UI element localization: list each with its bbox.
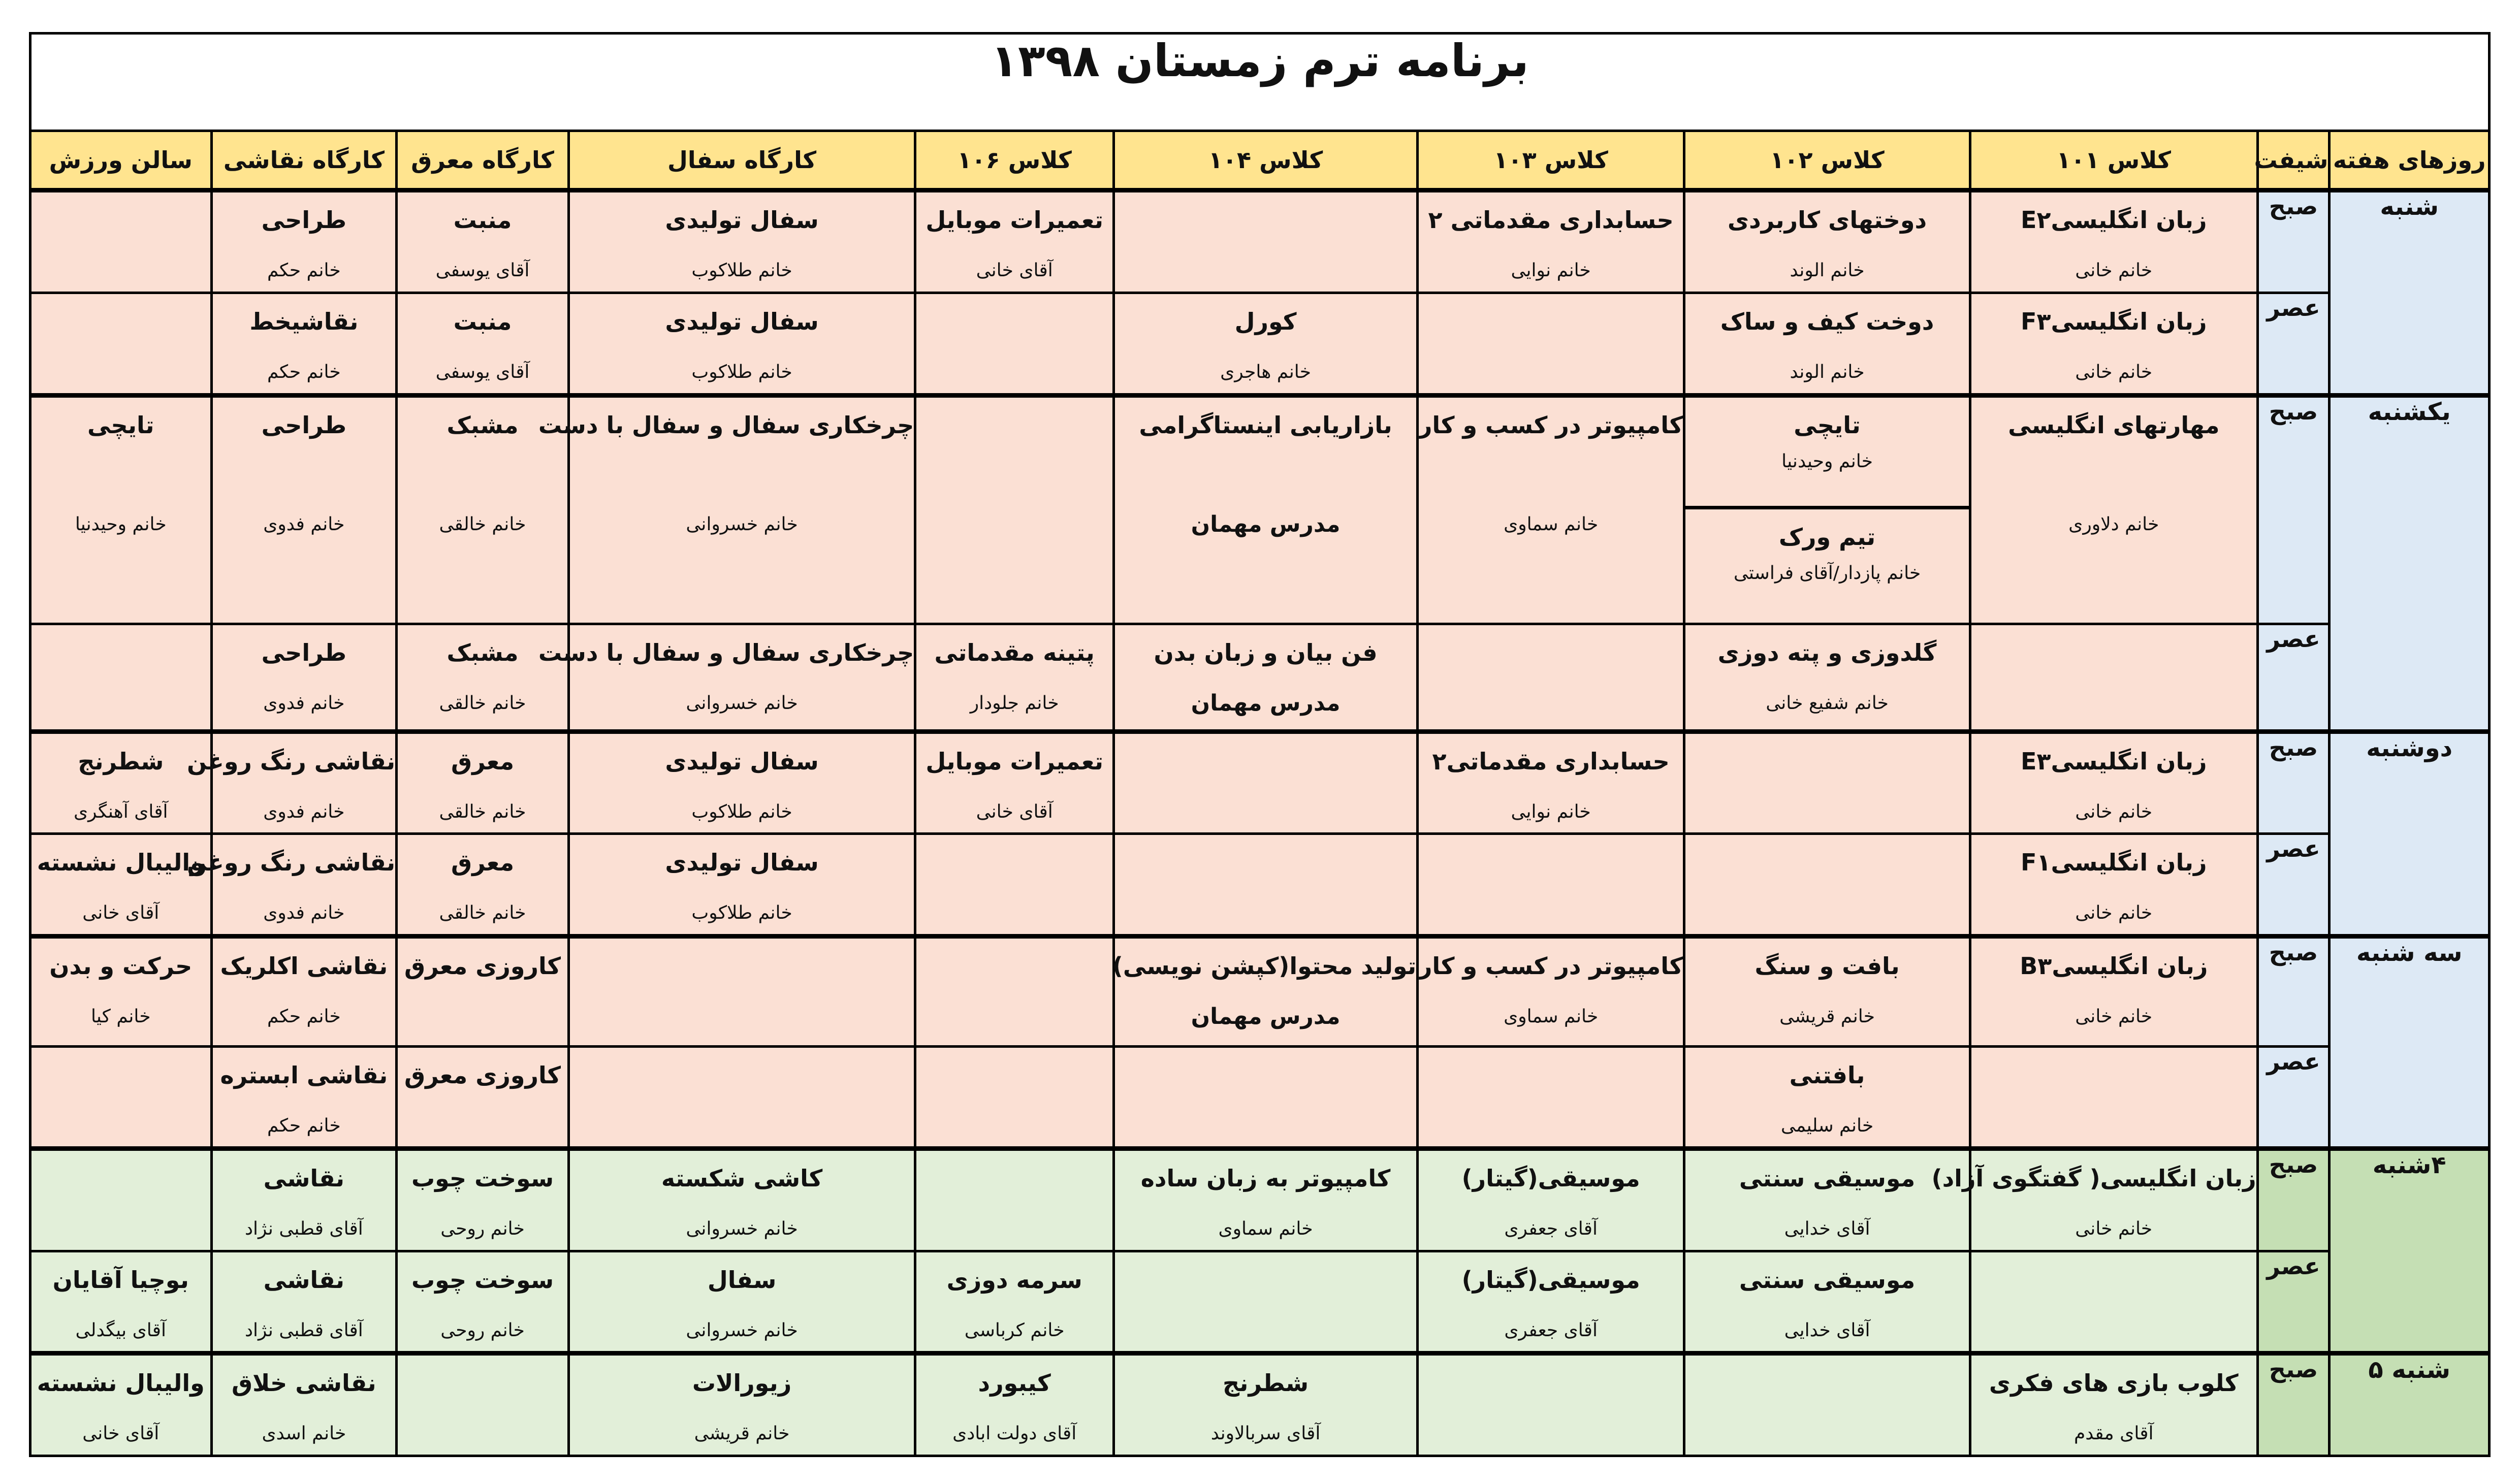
teacher-name: آقای خدایی [1784, 1218, 1870, 1240]
class-cell [30, 1149, 212, 1251]
column-header: کارگاه سفال [568, 131, 915, 190]
teacher-name: خانم طلاکوب [691, 362, 792, 382]
teacher-name: خانم روحی [440, 1218, 525, 1240]
course-name: نقاشی ابستره [220, 1061, 388, 1089]
class-cell [397, 1251, 569, 1353]
teacher-name: خانم خانی [2075, 1218, 2153, 1240]
teacher-name: خانم خسروانی [686, 1218, 798, 1240]
weekday-label: سه شنبه [2330, 936, 2490, 1148]
teacher-name: خانم خالقی [439, 693, 526, 714]
weekday-label: شنبه ۵ [2330, 1353, 2490, 1456]
class-cell [1418, 190, 1684, 293]
teacher-name: خانم سماوی [1218, 1218, 1313, 1240]
column-header: کلاس ۱۰۱ [1970, 131, 2257, 190]
class-cell [1418, 731, 1684, 834]
class-cell [397, 1046, 569, 1149]
teacher-name: خانم حکم [267, 1006, 341, 1027]
class-cell [30, 1353, 212, 1456]
class-cell [915, 1046, 1114, 1149]
teacher-name: خانم سماوی [1504, 1006, 1599, 1027]
course-name: سفال تولیدی [665, 849, 819, 877]
course-name: کلوب بازی های فکری [1989, 1369, 2239, 1397]
class-cell [30, 190, 212, 293]
class-cell [30, 731, 212, 834]
teacher-name: خانم طلاکوب [691, 801, 792, 822]
class-cell [211, 1251, 397, 1353]
class-cell [397, 1353, 569, 1456]
teacher-name: خانم قریشی [1779, 1006, 1875, 1027]
class-cell [915, 624, 1114, 732]
course-name: کامپیوتر به زبان ساده [1140, 1165, 1391, 1192]
class-cell [1970, 834, 2257, 937]
class-cell [397, 834, 569, 937]
teacher-name: خانم خسروانی [686, 1319, 798, 1341]
class-cell [915, 190, 1114, 293]
class-cell [568, 1353, 915, 1456]
course-name: زبان انگلیسیF۱ [2021, 849, 2207, 877]
course-name: مشبک [446, 411, 519, 439]
course-name: نقاشیخط [249, 308, 359, 335]
teacher-name: آقای خدایی [1784, 1319, 1870, 1341]
class-cell [30, 624, 212, 732]
teacher-name: خانم روحی [440, 1319, 525, 1341]
class-cell [1114, 293, 1418, 396]
teacher-name: آقای خانی [976, 260, 1053, 281]
schedule-table [29, 32, 2491, 1457]
class-cell [1684, 190, 1970, 293]
class-cell [1114, 1251, 1418, 1353]
teacher-name: خانم فدوی [263, 693, 345, 714]
column-header: سالن ورزش [30, 131, 212, 190]
class-cell [1684, 936, 1970, 1046]
class-cell [1114, 1046, 1418, 1149]
class-cell [1114, 395, 1418, 624]
course-name: زبان انگلیسیE۲ [2021, 206, 2207, 234]
class-cell-bottom [1685, 522, 1969, 621]
class-cell [1418, 395, 1684, 624]
class-cell [1418, 1046, 1684, 1149]
course-name: فن بیان و زبان بدن [1154, 639, 1378, 667]
class-cell [1418, 293, 1684, 396]
teacher-name: مدرس مهمان [1191, 1003, 1341, 1029]
class-cell [1970, 190, 2257, 293]
teacher-name: خانم الوند [1790, 260, 1865, 281]
class-cell [1684, 1353, 1970, 1456]
class-cell [1684, 395, 1970, 624]
teacher-name: خانم الوند [1790, 362, 1865, 382]
class-cell [30, 1251, 212, 1353]
teacher-name: خانم خانی [2075, 260, 2153, 281]
class-cell [538, 395, 915, 624]
course-name: منبت [453, 308, 512, 335]
course-name: نقاشی رنگ روغن [187, 747, 396, 775]
class-cell [915, 834, 1114, 937]
teacher-name: آقای سربالاوند [1210, 1423, 1321, 1444]
course-name: کورل [1234, 308, 1297, 335]
teacher-name: آقای قطبی نژاد [244, 1319, 363, 1341]
class-cell [1970, 293, 2257, 396]
class-cell [568, 1149, 915, 1251]
class-cell [1970, 1251, 2257, 1353]
course-name: کاشی شکسته [661, 1165, 823, 1192]
class-cell [1114, 1149, 1418, 1251]
class-cell [211, 395, 397, 624]
teacher-name: خانم خانی [2075, 362, 2153, 382]
course-name: معرق [451, 747, 515, 775]
course-name: چرخکاری سفال و سفال با دست [538, 411, 914, 439]
teacher-name: خانم طلاکوب [691, 902, 792, 924]
course-name: نقاشی [263, 1266, 345, 1294]
course-name: موسیقی سنتی [1739, 1165, 1916, 1192]
class-cell [1114, 936, 1418, 1046]
course-name: سفال تولیدی [665, 308, 819, 335]
course-name: چرخکاری سفال و سفال با دست [538, 639, 914, 667]
column-header: شیفت [2257, 131, 2330, 190]
teacher-name: خانم سماوی [1504, 513, 1599, 535]
teacher-name: آقای قطبی نژاد [244, 1218, 363, 1240]
teacher-name: آقای جعفری [1504, 1319, 1598, 1341]
course-name: کامپیوتر در کسب و کار [1418, 411, 1683, 439]
teacher-name: خانم فدوی [263, 801, 345, 822]
course-name: تعمیرات موبایل [926, 747, 1103, 775]
class-cell [211, 293, 397, 396]
teacher-name: آقای جعفری [1504, 1218, 1598, 1240]
course-name: سفال تولیدی [665, 206, 819, 234]
class-cell [915, 1353, 1114, 1456]
class-cell [1114, 1353, 1418, 1456]
course-name: بازاریابی اینستاگرامی [1139, 411, 1392, 439]
course-name: بافتنی [1789, 1061, 1865, 1089]
teacher-name: خانم هاجری [1220, 362, 1312, 382]
class-cell [1684, 1251, 1970, 1353]
weekday-label: یکشنبه [2330, 395, 2490, 731]
class-cell [915, 936, 1114, 1046]
course-name: حسابداری مقدماتی۲ [1432, 747, 1670, 775]
teacher-name: خانم خسروانی [686, 513, 798, 535]
teacher-name: آقای خانی [82, 902, 160, 924]
class-cell [1684, 834, 1970, 937]
class-cell [187, 834, 397, 937]
course-name: موسیقی(گیتار) [1461, 1266, 1640, 1294]
class-cell [1684, 1046, 1970, 1149]
teacher-name: خانم خانی [2075, 1006, 2153, 1027]
class-cell [397, 293, 569, 396]
class-cell [915, 293, 1114, 396]
teacher-name: خانم کرباسی [964, 1319, 1065, 1341]
class-cell [568, 936, 915, 1046]
teacher-name: خانم خانی [2075, 902, 2153, 924]
class-cell [1684, 624, 1970, 732]
teacher-name: آقای خانی [82, 1423, 160, 1444]
teacher-name: آقای خانی [976, 801, 1053, 822]
class-cell [568, 1251, 915, 1353]
course-name: طراحی [261, 411, 347, 439]
class-cell [568, 834, 915, 937]
teacher-name: خانم فدوی [263, 902, 345, 924]
class-cell [915, 1251, 1114, 1353]
teacher-name: آقای مقدم [2074, 1423, 2154, 1444]
class-cell [1970, 1353, 2257, 1456]
teacher-name: خانم وحیدنیا [75, 513, 167, 535]
teacher-name: خانم نوایی [1511, 260, 1591, 281]
class-cell [1418, 936, 1684, 1046]
teacher-name: خانم سلیمی [1780, 1115, 1874, 1136]
course-name: زبان انگلیسیE۳ [2021, 747, 2207, 775]
class-cell [397, 936, 569, 1046]
teacher-name: خانم وحیدنیا [1781, 450, 1873, 472]
course-name: منبت [453, 206, 512, 234]
course-name: معرق [451, 849, 515, 877]
column-header: کلاس ۱۰۲ [1684, 131, 1970, 190]
class-cell [1418, 834, 1684, 937]
course-name: والیبال نشسته [37, 1369, 205, 1397]
class-cell [568, 293, 915, 396]
column-header: کلاس ۱۰۴ [1114, 131, 1418, 190]
course-name: کاروزی معرق [404, 952, 561, 980]
shift-label: صبح [2257, 1149, 2330, 1251]
course-name: کیبورد [978, 1369, 1051, 1397]
class-cell [1931, 1149, 2257, 1251]
class-cell [915, 1149, 1114, 1251]
teacher-name: خانم طلاکوب [691, 260, 792, 281]
teacher-name: آقای دولت ابادی [952, 1423, 1077, 1444]
class-cell [915, 731, 1114, 834]
course-name: سوخت چوب [411, 1266, 554, 1294]
shift-label: صبح [2257, 190, 2330, 293]
class-cell [1418, 1149, 1684, 1251]
teacher-name: آقای آهنگری [73, 801, 168, 822]
class-cell [397, 190, 569, 293]
course-name: دوختهای کاربردی [1728, 206, 1927, 234]
course-name: موسیقی سنتی [1739, 1266, 1916, 1294]
course-name: زبان انگلیسیF۳ [2021, 308, 2207, 335]
teacher-name: خانم خانی [2075, 801, 2153, 822]
class-cell [1970, 936, 2257, 1046]
teacher-name: مدرس مهمان [1191, 511, 1341, 537]
course-name: نقاشی اکلریک [220, 952, 388, 980]
class-cell [1418, 1251, 1684, 1353]
course-name: گلدوزی و پته دوزی [1717, 639, 1937, 667]
teacher-name: خانم حکم [267, 1115, 341, 1136]
teacher-name: آقای یوسفی [435, 362, 530, 382]
course-name: والیبال نشسته [37, 849, 205, 877]
class-cell [1684, 1149, 1970, 1251]
teacher-name: خانم خالقی [439, 902, 526, 924]
course-name: تیم ورک [1778, 523, 1876, 551]
course-name: طراحی [261, 639, 347, 667]
teacher-name: خانم جلودار [970, 693, 1059, 714]
class-cell [568, 190, 915, 293]
course-name: تولید محتوا(کپشن نویسی) [1112, 952, 1417, 980]
class-cell [30, 395, 212, 624]
course-name: سرمه دوزی [946, 1266, 1082, 1294]
course-name: سفال تولیدی [665, 747, 819, 775]
course-name: پتینه مقدماتی [934, 639, 1095, 667]
course-name: حرکت و بدن [49, 952, 193, 980]
course-name: دوخت کیف و ساک [1720, 308, 1934, 335]
class-cell [1970, 1046, 2257, 1149]
class-cell [915, 395, 1114, 624]
course-name: تایچی [1794, 411, 1861, 439]
class-cell [568, 1046, 915, 1149]
teacher-name: خانم پازدار/آقای فراستی [1733, 562, 1921, 584]
class-cell [1114, 731, 1418, 834]
column-header: روزهای هفته [2330, 131, 2490, 190]
class-cell [30, 936, 212, 1046]
class-cell [187, 731, 397, 834]
teacher-name: خانم کیا [90, 1006, 151, 1027]
course-name: نقاشی رنگ روغن [187, 849, 396, 877]
weekday-label: دوشنبه [2330, 731, 2490, 936]
class-cell [1684, 293, 1970, 396]
class-cell [211, 1149, 397, 1251]
weekday-label: ۴شنبه [2330, 1149, 2490, 1353]
course-name: تایچی [87, 411, 154, 439]
course-name: زبان انگلیسی( گفتگوی آزاد) [1931, 1165, 2256, 1192]
class-cell [538, 624, 915, 732]
class-cell [211, 936, 397, 1046]
teacher-name: خانم حکم [267, 260, 341, 281]
course-name: کامپیوتر در کسب و کار [1418, 952, 1683, 980]
teacher-name: خانم حکم [267, 362, 341, 382]
schedule-sheet [29, 32, 2491, 1457]
course-name: کاروزی معرق [404, 1061, 561, 1089]
teacher-name: خانم نوایی [1511, 801, 1591, 822]
weekday-label: شنبه [2330, 190, 2490, 395]
class-cell-top [1685, 410, 1969, 509]
class-cell [1114, 190, 1418, 293]
column-header: کارگاه نقاشی [211, 131, 397, 190]
teacher-name: آقای یوسفی [435, 260, 530, 281]
course-name: طراحی [261, 206, 347, 234]
column-header: کلاس ۱۰۶ [915, 131, 1114, 190]
class-cell [211, 190, 397, 293]
course-name: موسیقی(گیتار) [1461, 1165, 1640, 1192]
class-cell [568, 731, 915, 834]
course-name: نقاشی [263, 1165, 345, 1192]
course-name: تعمیرات موبایل [926, 206, 1103, 234]
shift-label: صبح [2257, 1353, 2330, 1456]
class-cell [1114, 834, 1418, 937]
teacher-name: خانم اسدی [262, 1423, 346, 1444]
course-name: بافت و سنگ [1755, 952, 1900, 980]
class-cell [30, 834, 212, 937]
class-cell [30, 293, 212, 396]
teacher-name: خانم خالقی [439, 801, 526, 822]
class-cell [397, 1149, 569, 1251]
course-name: سوخت چوب [411, 1165, 554, 1192]
course-name: مهارتهای انگلیسی [2008, 411, 2220, 439]
shift-label: عصر [2257, 1251, 2330, 1353]
shift-label: صبح [2257, 395, 2330, 624]
class-cell [1418, 624, 1684, 732]
class-cell [1970, 731, 2257, 834]
shift-label: صبح [2257, 731, 2330, 834]
course-name: حسابداری مقدماتی ۲ [1428, 206, 1674, 234]
teacher-name: خانم خالقی [439, 513, 526, 535]
class-cell [1114, 624, 1418, 732]
page-title: برنامه ترم زمستان ۱۳۹۸ [30, 34, 2490, 131]
column-header: کارگاه معرق [397, 131, 569, 190]
column-header: کلاس ۱۰۳ [1418, 131, 1684, 190]
class-cell [397, 731, 569, 834]
teacher-name: خانم شفیع خانی [1766, 693, 1889, 714]
class-cell [1684, 731, 1970, 834]
course-name: بوچیا آقایان [52, 1266, 189, 1294]
shift-label: عصر [2257, 1046, 2330, 1149]
class-cell [211, 1046, 397, 1149]
course-name: زیورالات [692, 1369, 792, 1397]
course-name: سفال [707, 1266, 777, 1294]
teacher-name: آقای بیگدلی [75, 1319, 166, 1341]
teacher-name: مدرس مهمان [1191, 690, 1341, 717]
teacher-name: خانم دلاوری [2068, 513, 2159, 535]
class-cell [1418, 1353, 1684, 1456]
teacher-name: خانم فدوی [263, 513, 345, 535]
shift-label: عصر [2257, 834, 2330, 937]
course-name: مشبک [446, 639, 519, 667]
teacher-name: خانم قریشی [694, 1423, 790, 1444]
course-name: زبان انگلیسیB۳ [2020, 952, 2208, 980]
class-cell [1970, 395, 2257, 624]
course-name: شطرنج [1223, 1369, 1309, 1397]
course-name: شطرنج [78, 747, 164, 775]
class-cell [30, 1046, 212, 1149]
teacher-name: خانم خسروانی [686, 693, 798, 714]
course-name: نقاشی خلاق [232, 1369, 376, 1397]
shift-label: صبح [2257, 936, 2330, 1046]
shift-label: عصر [2257, 293, 2330, 396]
shift-label: عصر [2257, 624, 2330, 732]
class-cell [211, 1353, 397, 1456]
class-cell [1970, 624, 2257, 732]
class-cell [211, 624, 397, 732]
